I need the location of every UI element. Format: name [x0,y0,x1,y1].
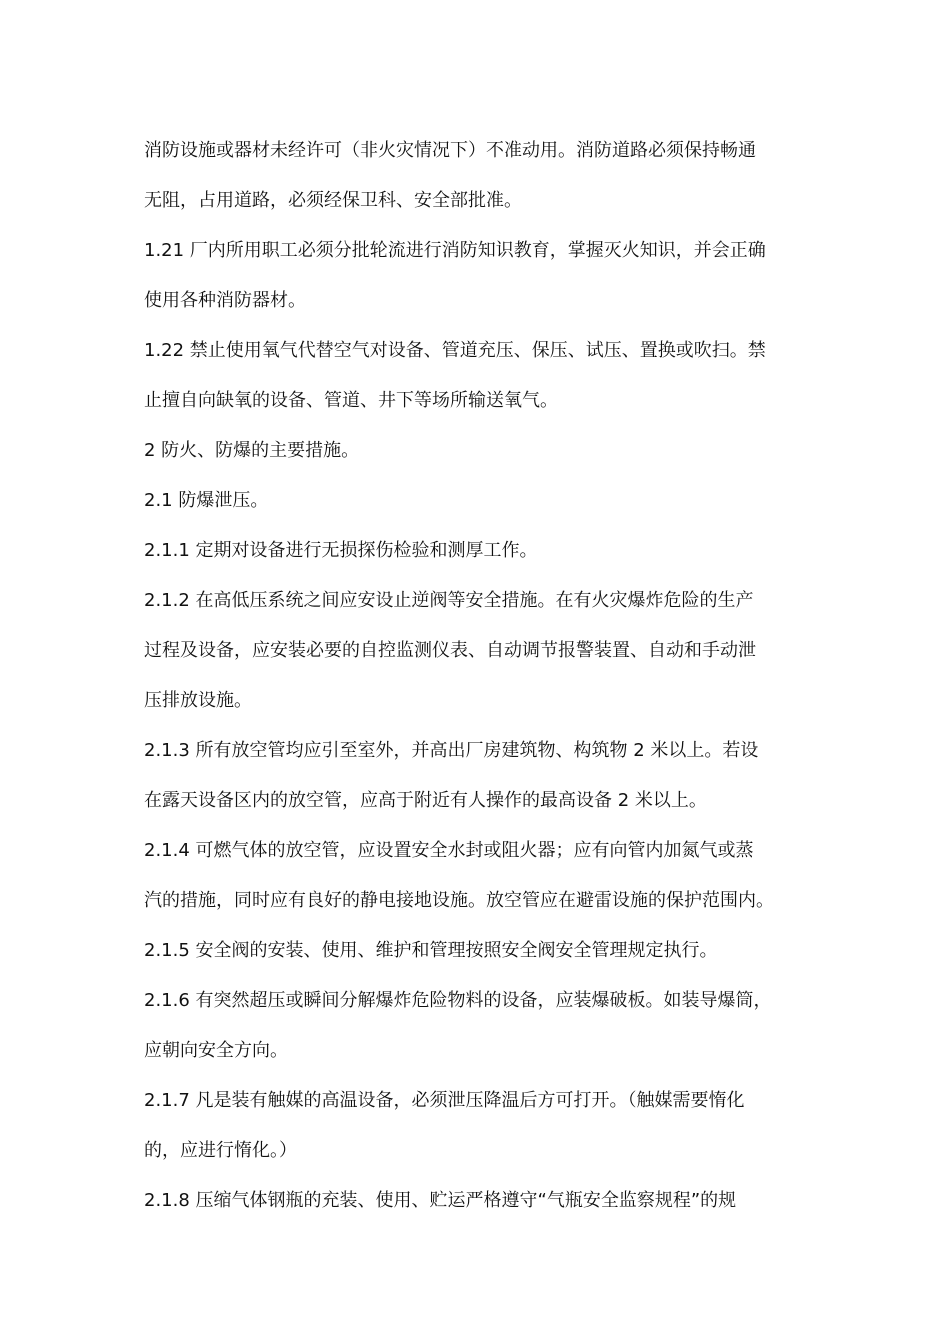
text-line: 压排放设施。 [144,690,252,711]
text-line: 2.1.2 在高低压系统之间应安设止逆阀等安全措施。在有火灾爆炸危险的生产 [144,590,754,611]
text-line: 2.1.6 有突然超压或瞬间分解爆炸危险物料的设备，应装爆破板。如装导爆筒， [144,990,772,1011]
text-line: 止擅自向缺氧的设备、管道、井下等场所输送氧气。 [144,390,558,411]
text-line: 2.1.1 定期对设备进行无损探伤检验和测厚工作。 [144,540,538,561]
subsection-heading: 2.1 防爆泄压。 [144,490,269,511]
text-line: 使用各种消防器材。 [144,290,306,311]
text-line: 汽的措施，同时应有良好的静电接地设施。放空管应在避雷设施的保护范围内。 [144,890,774,911]
text-line: 2.1.7 凡是装有触媒的高温设备，必须泄压降温后方可打开。（触媒需要惰化 [144,1090,745,1111]
text-line: 应朝向安全方向。 [144,1040,288,1061]
text-line: 1.21 厂内所用职工必须分批轮流进行消防知识教育，掌握灭火知识，并会正确 [144,240,766,261]
text-line: 2.1.3 所有放空管均应引至室外，并高出厂房建筑物、构筑物 2 米以上。若设 [144,740,759,761]
text-line: 过程及设备，应安装必要的自控监测仪表、自动调节报警装置、自动和手动泄 [144,640,756,661]
text-line: 消防设施或器材未经许可（非火灾情况下）不准动用。消防道路必须保持畅通 [144,140,756,161]
text-line: 2.1.5 安全阀的安装、使用、维护和管理按照安全阀安全管理规定执行。 [144,940,718,961]
text-line: 1.22 禁止使用氧气代替空气对设备、管道充压、保压、试压、置换或吹扫。禁 [144,340,766,361]
text-line: 2.1.8 压缩气体钢瓶的充装、使用、贮运严格遵守“气瓶安全监察规程”的规 [144,1190,737,1211]
document-body [144,126,816,1226]
section-heading: 2 防火、防爆的主要措施。 [144,440,360,461]
text-line: 无阻，占用道路，必须经保卫科、安全部批准。 [144,190,522,211]
text-line: 2.1.4 可燃气体的放空管，应设置安全水封或阻火器；应有向管内加氮气或蒸 [144,840,754,861]
text-line: 的，应进行惰化。） [144,1140,297,1161]
text-line: 在露天设备区内的放空管，应高于附近有人操作的最高设备 2 米以上。 [144,790,707,811]
